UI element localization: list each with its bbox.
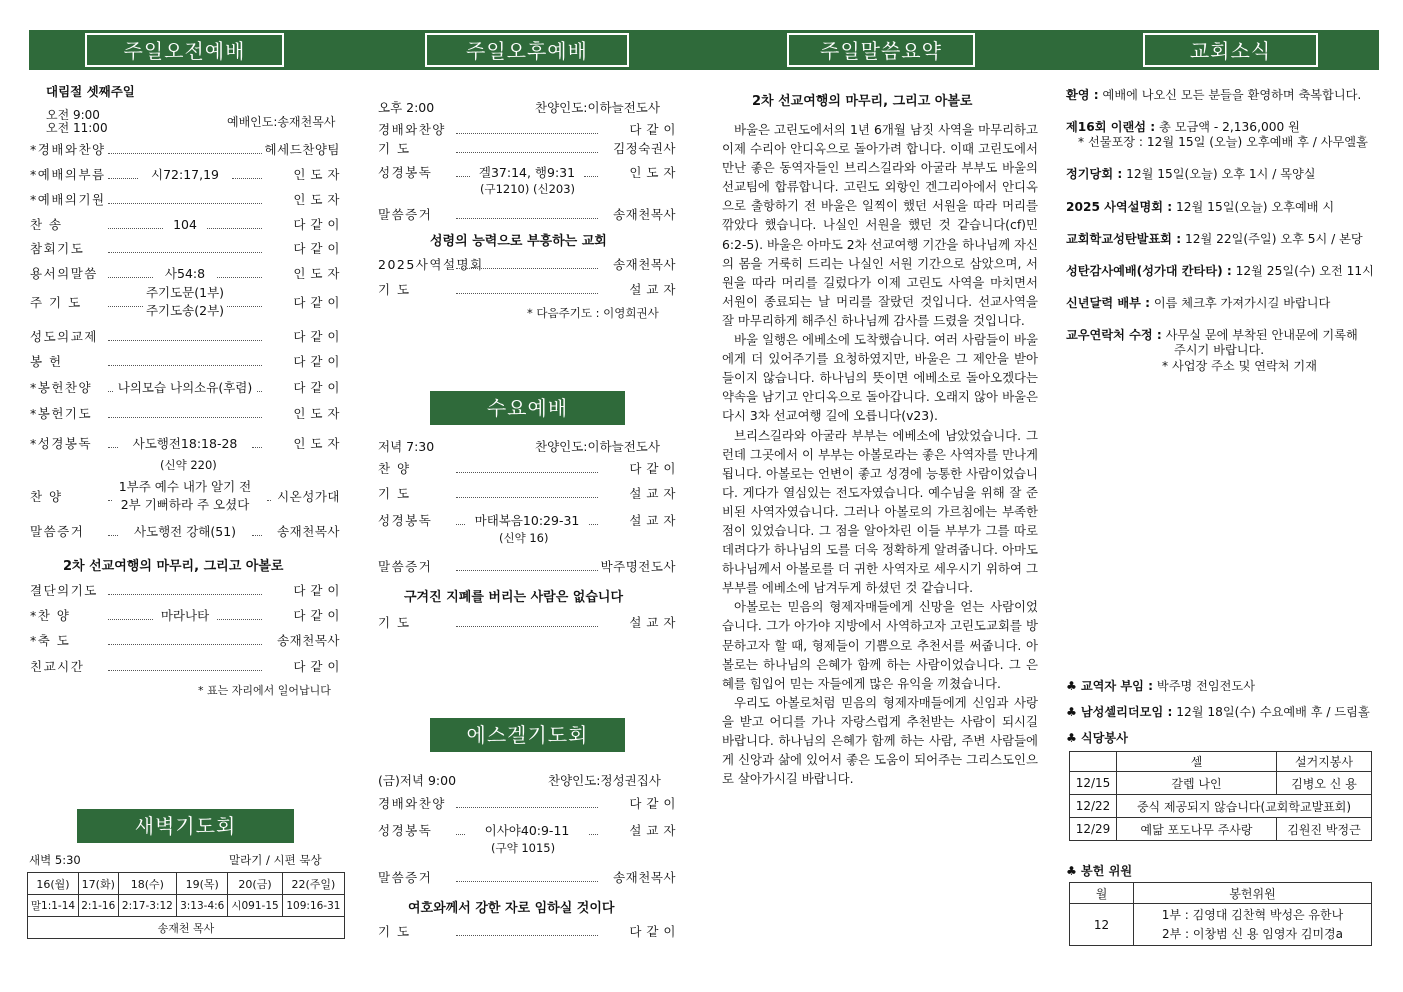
kitchen-date: 12/22 <box>1070 795 1117 818</box>
service-item <box>378 922 676 942</box>
kitchen-table <box>1069 751 1372 841</box>
item-label: *봉헌기도 <box>30 406 93 421</box>
kitchen-cell: 예닮 포도나무 주사랑 <box>1117 818 1277 841</box>
dot-leader <box>108 203 262 204</box>
news-item <box>1066 262 1374 279</box>
dot-leader <box>267 500 271 501</box>
kitchen-head-row <box>1070 752 1372 772</box>
item-right: 송재천목사 <box>613 870 676 885</box>
item-detail: 사도행전 강해(51) <box>133 524 237 539</box>
summary-paragraph: 우리도 아볼로처럼 믿음의 형제자매들에게 신임과 사랑을 받고 어디를 가나 자랑스럽게 추천받는 사람이 되시길 바랍니다. 하나님의 은혜가 함께 하는 사람, 주변 사람들에게 신앙과 삶에 있어서 좋은 도움이 되어주는 그리스도인으로 살아가시길 바랍니다. <box>722 694 1038 787</box>
service-item <box>378 557 676 577</box>
dawn-header: 새벽기도회 <box>77 809 294 843</box>
summary-paragraph: 브리스길라와 아굴라 부부는 에베소에 남았었습니다. 그런데 그곳에서 이 부부는 아볼로라는 좋은 사역자를 만나게 됩니다. 아볼로는 언변이 좋고 성경에 능통한 사람이었습니다. 게다가 열심있는 전도자였습니다. 예수님을 위해 잘 준비된 사역자였습니다. 그러나 아볼로의 가르침에는 부족한 점이 있었습니다. 그 점을 알아차린 이들 부부가 그를 따로 데려다가 하나님의 도를 더욱 정확하게 알려줍니다. 아마도 하나님께서 아볼로를 더 귀한 사역자로 세우시기 위하여 그 부부를 에베소에 남겨두게 하셨던 것 같습니다. <box>722 427 1038 596</box>
dot-leader <box>252 535 262 536</box>
dot-leader <box>456 268 598 269</box>
dawn-passage: 3:13-4:6 <box>177 895 228 917</box>
summary-paragraph: 아볼로는 믿음의 형제자매들에게 신망을 얻는 사람이었습니다. 그가 아가야 지방에서 사역하고자 고린도교회를 방문하고자 할 때, 형제들이 기쁨으로 추천서를 써줍니다. 아볼로는 하나님의 은혜가 함께 하는 사람이었습니다. 그 은혜를 힘입어 믿는 자들에게 많은 유익을 끼쳤습니다. <box>722 599 1038 691</box>
kitchen-row <box>1070 772 1372 795</box>
summary-title: 2차 선교여행의 마무리, 그리고 아볼로 <box>752 94 973 109</box>
service-item <box>378 484 676 504</box>
ezekiel-header: 에스겔기도회 <box>430 718 625 752</box>
item-label: 찬 양 <box>378 461 411 476</box>
item-label: *경배와찬양 <box>30 142 106 157</box>
kitchen-dish: 김병오 신 용 <box>1277 772 1372 795</box>
item-right: 설 교 자 <box>629 282 676 297</box>
service-item <box>378 459 676 479</box>
dawn-passage: 109:16-31 <box>282 895 344 917</box>
item-label: 주 기 도 <box>30 295 82 310</box>
item-label: *찬 양 <box>30 608 71 623</box>
item-right: 설 교 자 <box>629 513 676 528</box>
item-right: 시온성가대 <box>277 489 340 504</box>
kitchen-dish: 김원진 박정근 <box>1277 818 1372 841</box>
dot-leader <box>217 619 262 620</box>
dot-leader <box>108 228 163 229</box>
service-item <box>30 657 340 677</box>
item-label: 경배와찬양 <box>378 122 446 137</box>
kitchen-date: 12/15 <box>1070 772 1117 795</box>
dot-leader <box>456 472 598 473</box>
item-label: 결단의기도 <box>30 583 98 598</box>
offering-head-month: 월 <box>1070 883 1134 904</box>
standing-note: * 표는 자리에서 일어납니다 <box>198 684 331 697</box>
service-item <box>30 327 340 347</box>
dot-leader <box>108 391 113 392</box>
item-right: 다 같 이 <box>629 461 676 476</box>
item-label: 참회기도 <box>30 241 85 256</box>
item-detail: 104 <box>173 217 197 232</box>
offering-first: 1부 : 김영대 김찬혁 박성은 유한나 <box>1161 907 1344 922</box>
men-meeting-notice: ♣ 남성셀리더모임 : 12월 18일(수) 수요예배 후 / 드림홀 <box>1066 705 1370 719</box>
item-right: 설 교 자 <box>629 486 676 501</box>
item-right: 인 도 자 <box>293 266 340 281</box>
dot-leader <box>108 670 262 671</box>
item-label: 찬 양 <box>30 489 63 504</box>
dawn-passage: 말1:1-14 <box>28 895 79 917</box>
item-label: 기 도 <box>378 282 411 297</box>
news-item-value: 사무실 문에 부착된 안내문에 기록해 <box>1165 328 1358 342</box>
item-detail: 이사야40:9-11 <box>484 823 570 838</box>
item-right: 다 같 이 <box>293 380 340 395</box>
service-item <box>30 434 340 454</box>
item-label: 성도의교제 <box>30 329 98 344</box>
dawn-day: 22(주일) <box>282 873 344 895</box>
dot-leader <box>108 619 153 620</box>
service-item <box>378 139 676 159</box>
service-time: (금)저녁 9:00 <box>378 773 457 788</box>
dawn-passage: 2:17-3:12 <box>118 895 177 917</box>
dot-leader <box>456 626 598 627</box>
item-right: 다 같 이 <box>293 354 340 369</box>
news-item-key: 2025 사역설명회 : <box>1066 200 1173 214</box>
item-label: 말씀증거 <box>378 207 433 222</box>
dawn-time: 새벽 5:30 <box>29 853 81 867</box>
item-right: 김정숙권사 <box>613 141 676 156</box>
service-item <box>30 285 340 318</box>
dot-leader <box>252 447 262 448</box>
service-leader: 예배인도:송재천목사 <box>227 115 336 129</box>
sermon-title: 2차 선교여행의 마무리, 그리고 아볼로 <box>63 559 284 574</box>
news-item <box>1174 341 1264 358</box>
offering-table <box>1069 882 1372 946</box>
dot-leader <box>456 834 465 835</box>
news-item <box>1066 165 1316 182</box>
dot-leader <box>108 178 138 179</box>
item-detail: 시72:17,19 <box>151 167 219 182</box>
offering-head-members: 봉헌위원 <box>1134 883 1372 904</box>
dot-leader <box>108 417 262 418</box>
kitchen-row <box>1070 818 1372 841</box>
dot-leader <box>456 497 598 498</box>
item-label: 기 도 <box>378 924 411 939</box>
item-right: 다 같 이 <box>293 241 340 256</box>
item-detail: 마라나타 <box>160 608 210 623</box>
dot-leader <box>589 834 598 835</box>
kitchen-head-cell: 셀 <box>1117 752 1277 772</box>
item-label: *축 도 <box>30 633 71 648</box>
afternoon-header: 주일오후예배 <box>425 33 629 67</box>
service-item <box>30 239 340 259</box>
news-item-value: * 사업장 주소 및 연락처 기재 <box>1162 359 1317 373</box>
service-item <box>30 264 340 284</box>
item-detail: 겔37:14, 행9:31 <box>478 165 576 180</box>
news-item-key: 교우연락처 수정 : <box>1066 328 1162 342</box>
summary-paragraph: 바울은 고린도에서의 1년 6개월 남짓 사역을 마무리하고 이제 수리아 안디옥으로 돌아가려 합니다. 이때 고린도에서 만난 좋은 동역자들인 브리스길라와 아굴라 부부도 바울의 선교팀에 합류합니다. 고린도 외항인 겐그리아에서 안디옥으로 출항하기 전 바울은 일찍이 했던 서원을 따라 머리를 깎았다 했습니다. 나실인 서원을 했던 것 같습니다(cf)민6:2-5). 바울은 아마도 2차 선교여행 기간을 하나님께 자신의 몸을 거룩히 드리는 나실인 서원 기간으로 삼았으며, 서원을 따라 머리를 길렀다가 이제 고린도 사역을 마치면서 서원이 종료되는 날 머리를 잘랐던 것입니다. 선교사역을 잘 마무리하게 해주신 하나님께 감사를 드렸을 것입니다. <box>722 122 1038 328</box>
news-item <box>1078 133 1368 150</box>
item-label: 성경봉독 <box>378 823 433 838</box>
dot-leader <box>456 218 598 219</box>
item-label: 기 도 <box>378 141 411 156</box>
news-item-key: 신년달력 배부 : <box>1066 296 1150 310</box>
item-detail: 마태복음10:29-31 <box>474 513 580 528</box>
service-item <box>378 794 676 814</box>
news-item-value: * 선물포장 : 12월 15일 (오늘) 오후예배 후 / 사무엘홀 <box>1078 135 1368 149</box>
service-time-1: 오전 9:00 <box>46 108 100 122</box>
kitchen-cell: 중식 제공되지 않습니다(교회학교발표회) <box>1117 795 1372 818</box>
dot-leader <box>257 391 262 392</box>
news-item <box>1162 357 1317 374</box>
service-item <box>30 352 340 372</box>
item-right: 다 같 이 <box>629 796 676 811</box>
service-item <box>378 511 676 531</box>
item-right: 다 같 이 <box>629 924 676 939</box>
kitchen-title: ♣ 식당봉사 <box>1066 731 1128 745</box>
item-right: 인 도 자 <box>293 192 340 207</box>
kitchen-cell: 갈렙 나인 <box>1117 772 1277 795</box>
news-item-value: 12월 25일(수) 오전 11시 <box>1235 264 1374 278</box>
item-right: 다 같 이 <box>293 217 340 232</box>
dot-leader <box>108 306 143 307</box>
item-label: 성경봉독 <box>378 165 433 180</box>
service-leader: 찬양인도:정성권집사 <box>548 773 661 788</box>
dot-leader <box>108 447 118 448</box>
dot-leader <box>456 133 598 134</box>
item-label: 친교시간 <box>30 659 85 674</box>
dot-leader <box>589 524 598 525</box>
dot-leader <box>456 293 598 294</box>
item-label: 찬 송 <box>30 217 63 232</box>
news-header: 교회소식 <box>1143 33 1318 67</box>
dawn-passage: 시091-15 <box>228 895 283 917</box>
dot-leader <box>456 570 598 571</box>
service-item <box>378 613 676 633</box>
news-item-key: 제16회 이랜섬 : <box>1066 120 1156 134</box>
news-item <box>1066 230 1363 247</box>
kitchen-head-date <box>1070 752 1117 772</box>
item-right: 인 도 자 <box>293 436 340 451</box>
morning-header: 주일오전예배 <box>85 33 284 67</box>
item-label: *봉헌찬양 <box>30 380 93 395</box>
service-item <box>30 190 340 210</box>
service-time: 저녁 7:30 <box>378 439 435 454</box>
summary-header: 주일말씀요약 <box>787 33 975 67</box>
dawn-day: 18(수) <box>118 873 177 895</box>
service-time: 오후 2:00 <box>378 100 435 115</box>
reading-ref: (구1210) (신203) <box>480 182 576 196</box>
item-label: 용서의말씀 <box>30 266 98 281</box>
item-right: 다 같 이 <box>629 122 676 137</box>
item-label: *성경봉독 <box>30 436 93 451</box>
pastor-notice: ♣ 교역자 부임 : 박주명 전임전도사 <box>1066 679 1255 693</box>
dot-leader <box>108 644 262 645</box>
news-item <box>1066 198 1334 215</box>
dawn-day: 17(화) <box>79 873 119 895</box>
dawn-day: 20(금) <box>228 873 283 895</box>
item-right: 인 도 자 <box>293 406 340 421</box>
item-detail: 주기도문(1부) 주기도송(2부) <box>145 285 225 318</box>
summary-paragraph: 바울 일행은 에베소에 도착했습니다. 여러 사람들이 바울에게 더 있어주기를 요청하였지만, 바울은 그 제안을 받아들이지 않습니다. 하나님의 뜻이면 에베소로 돌아오겠다는 약속을 남기고 안디옥으로 돌아갑니다. 오래지 않아 바울은 다시 3차 선교여행 길에 오릅니다(v23). <box>722 332 1038 424</box>
dot-leader <box>207 228 262 229</box>
item-label: 기 도 <box>378 615 411 630</box>
news-item-key: 정기당회 : <box>1066 167 1123 181</box>
dawn-day: 19(목) <box>177 873 228 895</box>
item-detail: 1부주 예수 내가 알기 전 2부 기뻐하라 주 오셨다 <box>118 479 252 512</box>
service-item <box>30 581 340 601</box>
service-item <box>30 631 340 651</box>
item-detail: 사도행전18:18-28 <box>132 436 238 451</box>
service-time-2: 오전 11:00 <box>46 121 108 135</box>
news-item-key: 성탄감사예배(성가대 칸타타) : <box>1066 264 1232 278</box>
item-right: 다 같 이 <box>293 659 340 674</box>
dawn-table <box>27 872 345 939</box>
news-item-key: 교회학교성탄발표회 : <box>1066 232 1182 246</box>
item-label: 말씀증거 <box>378 559 433 574</box>
news-item-value: 이름 체크후 가져가시길 바랍니다 <box>1153 296 1331 310</box>
service-leader: 찬양인도:이하늘전도사 <box>535 439 660 454</box>
item-detail: 사54:8 <box>164 266 206 281</box>
dot-leader <box>217 277 262 278</box>
dot-leader <box>108 535 118 536</box>
item-detail: 나의모습 나의소유(후렴) <box>117 380 253 395</box>
item-right: 송재천목사 <box>613 207 676 222</box>
service-item <box>30 140 340 160</box>
reading-ref: (신약 220) <box>160 458 217 472</box>
item-right: 송재천목사 <box>277 524 340 539</box>
kitchen-row <box>1070 795 1372 818</box>
item-right: 다 같 이 <box>293 583 340 598</box>
dot-leader <box>227 306 262 307</box>
reading-ref: (구약 1015) <box>491 841 556 855</box>
item-label: 봉 헌 <box>30 354 63 369</box>
item-right: 다 같 이 <box>293 295 340 310</box>
service-item <box>30 606 340 626</box>
item-right: 설 교 자 <box>629 615 676 630</box>
item-right: 송재천목사 <box>613 257 676 272</box>
next-prayer: * 다음주기도 : 이영희권사 <box>527 306 659 320</box>
news-item-value: 12월 15일(오늘) 오후예배 시 <box>1176 200 1335 214</box>
dot-leader <box>232 178 262 179</box>
service-item <box>30 479 340 512</box>
service-item <box>378 163 676 183</box>
news-item-value: 주시기 바랍니다. <box>1174 343 1265 357</box>
dot-leader <box>108 340 262 341</box>
dot-leader <box>456 152 598 153</box>
item-label: 말씀증거 <box>30 524 85 539</box>
sermon-title: 여호와께서 강한 자로 임하실 것이다 <box>408 901 615 916</box>
dot-leader <box>108 153 262 154</box>
service-leader: 찬양인도:이하늘전도사 <box>535 100 660 115</box>
news-item-value: 총 모금액 - 2,136,000 원 <box>1159 120 1300 134</box>
dawn-day: 16(월) <box>28 873 79 895</box>
service-item <box>30 378 340 398</box>
item-right: 인 도 자 <box>293 167 340 182</box>
item-label: 2025사역설명회 <box>378 257 484 272</box>
item-label: 경배와찬양 <box>378 796 446 811</box>
item-right: 헤세드찬양팀 <box>264 142 340 157</box>
news-item <box>1066 294 1330 311</box>
dot-leader <box>456 881 598 882</box>
item-right: 인 도 자 <box>629 165 676 180</box>
service-item <box>30 165 340 185</box>
item-right: 박주명전도사 <box>600 559 676 574</box>
dot-leader <box>584 176 598 177</box>
dawn-preacher: 송재천 목사 <box>28 917 345 939</box>
item-label: 기 도 <box>378 486 411 501</box>
offering-second: 2부 : 이창범 신 용 임영자 김미경a <box>1161 926 1344 941</box>
dot-leader <box>108 252 262 253</box>
sermon-title: 구겨진 지폐를 버리는 사람은 없습니다 <box>404 590 624 605</box>
news-item-value: 12월 15일(오늘) 오후 1시 / 목양실 <box>1126 167 1316 181</box>
sermon-title: 성령의 능력으로 부흥하는 교회 <box>430 234 607 249</box>
news-item <box>1066 86 1361 103</box>
service-item <box>378 120 676 140</box>
service-item <box>30 215 340 235</box>
wednesday-header: 수요예배 <box>430 391 625 425</box>
item-label: *예배의부름 <box>30 167 106 182</box>
dawn-passage: 2:1-16 <box>79 895 119 917</box>
item-right: 다 같 이 <box>293 608 340 623</box>
dot-leader <box>108 365 262 366</box>
item-right: 송재천목사 <box>277 633 340 648</box>
service-item <box>30 404 340 424</box>
item-label: 말씀증거 <box>378 870 433 885</box>
item-label: 성경봉독 <box>378 513 433 528</box>
service-item <box>378 255 676 275</box>
dot-leader <box>456 176 470 177</box>
summary-body <box>722 120 1038 788</box>
dot-leader <box>456 807 598 808</box>
kitchen-head-dish: 설거지봉사 <box>1277 752 1372 772</box>
dot-leader <box>108 594 262 595</box>
dawn-method: 말라기 / 시편 묵상 <box>229 853 322 867</box>
reading-ref: (신약 16) <box>499 531 549 545</box>
service-item <box>378 205 676 225</box>
season-label: 대림절 셋째주일 <box>46 84 135 99</box>
offering-month: 12 <box>1070 904 1134 946</box>
item-right: 설 교 자 <box>629 823 676 838</box>
kitchen-date: 12/29 <box>1070 818 1117 841</box>
dot-leader <box>456 524 465 525</box>
dot-leader <box>456 935 598 936</box>
offering-title: ♣ 봉헌 위원 <box>1066 864 1133 878</box>
service-item <box>30 522 340 542</box>
dot-leader <box>108 277 153 278</box>
item-label: *예배의기원 <box>30 192 106 207</box>
item-right: 다 같 이 <box>293 329 340 344</box>
service-item <box>378 821 676 841</box>
service-item <box>378 868 676 888</box>
news-item-key: 환영 : <box>1066 88 1099 102</box>
news-item-value: 12월 22일(주일) 오후 5시 / 본당 <box>1184 232 1363 246</box>
news-item-value: 예배에 나오신 모든 분들을 환영하며 축복합니다. <box>1102 88 1362 102</box>
service-item <box>378 280 676 300</box>
